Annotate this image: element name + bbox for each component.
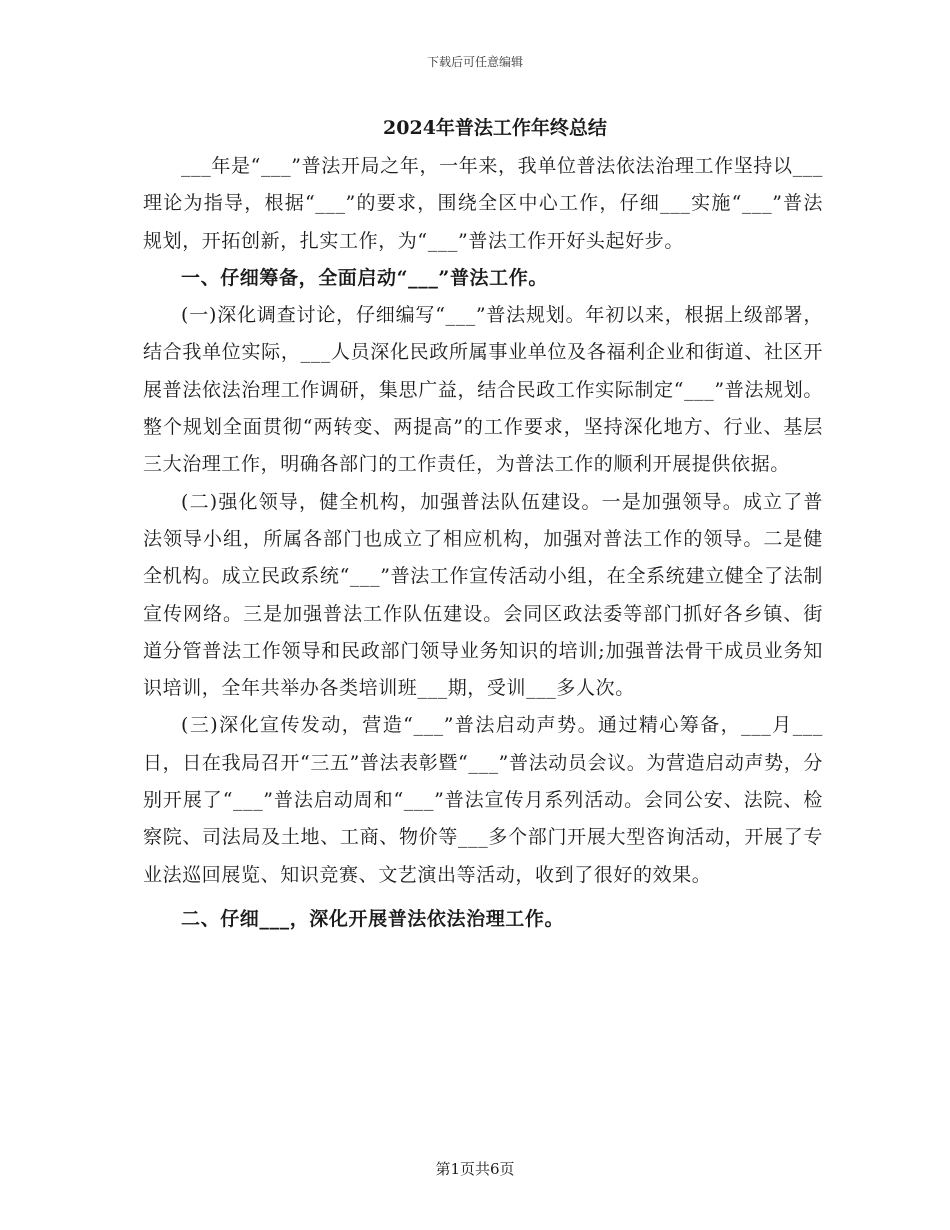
section-heading-1: 一、仔细筹备，全面启动“___”普法工作。 <box>181 266 548 289</box>
page-number: 第1页共6页 <box>435 1160 515 1178</box>
paragraph-subsection-1: (一)深化调查讨论，仔细编写“___”普法规划。年初以来，根据上级部署，结合我单位实际，___人员深化民政所属事业单位及各福利企业和街道、社区开展普法依法治理工作调研，集思广益，结合民政工作实际制定“___”普法规划。整个规划全面贯彻“两转变、两提高”的工作要求，坚持深化地方、行业、基层三大治理工作，明确各部门的工作责任，为普法工作的顺利开展提供依据。 <box>143 304 823 476</box>
document-title: 2024年普法工作年终总结 <box>383 117 607 139</box>
paragraph-subsection-3: (三)深化宣传发动，营造“___”普法启动声势。通过精心筹备，___月___日，日在我局召开“三五”普法表彰暨“___”普法动员会议。为营造启动声势，分别开展了“___”普法启动周和“___”普法宣传月系列活动。会同公安、法院、检察院、司法局及土地、工商、物价等___多个部门开展大型咨询活动，开展了专业法巡回展览、知识竞赛、文艺演出等活动，收到了很好的效果。 <box>143 714 823 886</box>
header-note: 下载后可任意编辑 <box>426 55 523 69</box>
paragraph-intro: ___年是“___”普法开局之年，一年来，我单位普法依法治理工作坚持以___理论为指导，根据“___”的要求，围绕全区中心工作，仔细___实施“___”普法规划，开拓创新，扎实工作，为“___”普法工作开好头起好步。 <box>143 155 823 252</box>
paragraph-subsection-2: (二)强化领导，健全机构，加强普法队伍建设。一是加强领导。成立了普法领导小组，所属各部门也成立了相应机构，加强对普法工作的领导。二是健全机构。成立民政系统“___”普法工作宣传活动小组，在全系统建立健全了法制宣传网络。三是加强普法工作队伍建设。会同区政法委等部门抓好各乡镇、街道分管普法工作领导和民政部门领导业务知识的培训;加强普法骨干成员业务知识培训，全年共举办各类培训班___期，受训___多人次。 <box>143 490 823 700</box>
document-body <box>143 148 823 938</box>
section-heading-2: 二、仔细___，深化开展普法依法治理工作。 <box>181 907 565 930</box>
